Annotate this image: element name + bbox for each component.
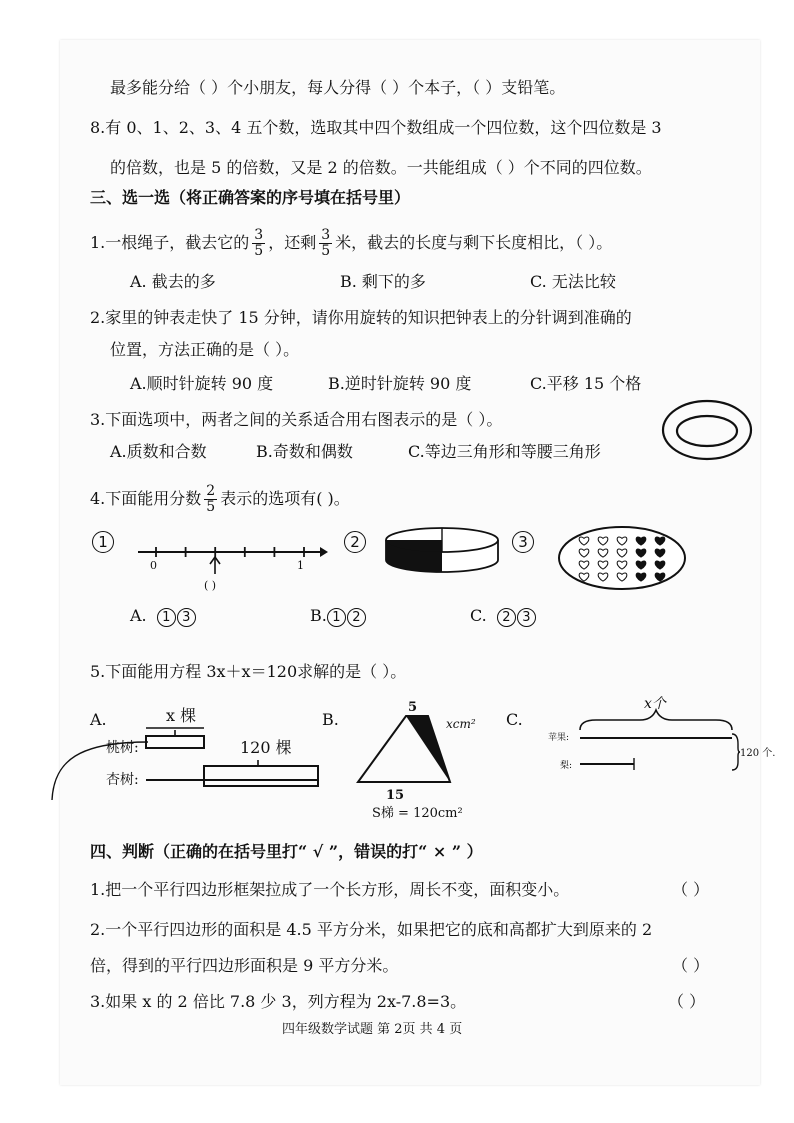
judge-3-paren: （ ） — [668, 992, 706, 1011]
section-4-title: 四、判断（正确的在括号里打“ √ ”，错误的打“ × ” ） — [90, 842, 483, 861]
answer-paren: ( ) — [204, 579, 217, 592]
q5-b-top-length: 5 — [408, 700, 418, 715]
fraction-denominator: 5 — [254, 243, 264, 259]
peach-bar — [146, 736, 204, 748]
q2-option-c: C.平移 15 个格 — [530, 374, 642, 393]
question-3-2-line2: 位置，方法正确的是（ ）。 — [110, 340, 300, 359]
fraction-numerator: 3 — [321, 227, 331, 243]
q2-option-a: A.顺时针旋转 90 度 — [130, 374, 274, 393]
q4-answer-b — [310, 606, 367, 627]
tick-label-0: 0 — [150, 559, 157, 572]
page-footer: 四年级数学试题 第 2页 共 4 页 — [282, 1022, 463, 1037]
circled-number: 1 — [157, 608, 176, 627]
circled-number: 3 — [517, 608, 536, 627]
q5-b-trapezoid — [354, 712, 454, 786]
q5-a-peach-label: 桃树: — [106, 740, 139, 756]
judge-1: 1.把一个平行四边形框架拉成了一个长方形，周长不变，面积变小。 — [90, 880, 570, 899]
q1-option-a: A. 截去的多 — [130, 272, 216, 291]
q5-option-a-label: A. — [90, 710, 107, 729]
q5-b-trapezoid-area: S梯 = 120cm² — [372, 806, 463, 821]
number-line-arrow — [320, 547, 328, 557]
circled-number: 3 — [177, 608, 196, 627]
section-3-title: 三、选一选（将正确答案的序号填在括号里） — [90, 188, 411, 207]
q1-mid: ，还剩 — [268, 233, 317, 252]
circled-number: 1 — [327, 608, 346, 627]
q5-b-shaded-area: xcm² — [446, 717, 476, 731]
q4-figure-2-label — [344, 531, 366, 553]
q4-figure-3-label — [512, 531, 534, 553]
question-7-continued: 最多能分给（ ）个小朋友，每人分得（ ）个本子，（ ）支铅笔。 — [110, 78, 566, 97]
hearts-figure — [556, 524, 688, 592]
option-letter: B. — [310, 606, 327, 625]
judge-2-paren: （ ） — [672, 956, 710, 975]
apple-brace — [580, 710, 732, 730]
q5-a-count-label: 120 棵 — [240, 738, 292, 757]
q3-option-a: A.质数和合数 — [110, 442, 207, 461]
circled-number: 1 — [92, 531, 114, 553]
question-8-line2: 的倍数，也是 5 的倍数，又是 2 的倍数。一共能组成（ ）个不同的四位数。 — [110, 158, 652, 177]
q5-option-c-label: C. — [506, 710, 523, 729]
inner-ellipse — [677, 416, 737, 446]
option-letter: A. — [130, 606, 147, 625]
pencil-curve-mark — [52, 742, 148, 800]
fraction-denominator: 5 — [321, 243, 331, 259]
fraction-numerator: 2 — [206, 483, 216, 499]
shaded-triangle — [406, 716, 450, 782]
circled-number: 2 — [347, 608, 366, 627]
q4-figure-1-label — [92, 531, 114, 553]
judge-3: 3.如果 x 的 2 倍比 7.8 少 3，列方程为 2x-7.8=3。 — [90, 992, 467, 1011]
q2-option-b: B.逆时针旋转 90 度 — [328, 374, 472, 393]
fraction-numerator: 3 — [254, 227, 264, 243]
q4-pre: 4.下面能用分数 — [90, 489, 202, 508]
cylinder-figure — [382, 526, 502, 580]
q1-post: 米，截去的长度与剩下长度相比，（ ）。 — [335, 233, 613, 252]
circled-number: 2 — [497, 608, 516, 627]
fraction-denominator: 5 — [206, 499, 216, 515]
q5-a-apricot-label: 杏树: — [106, 772, 139, 788]
judge-2-line2: 倍，得到的平行四边形面积是 9 平方分米。 — [90, 956, 399, 975]
circled-number: 2 — [344, 531, 366, 553]
apricot-extra-box — [204, 766, 318, 786]
q3-option-b: B.奇数和偶数 — [256, 442, 353, 461]
question-3-5: 5.下面能用方程 3x＋x＝120求解的是（ ）。 — [90, 662, 407, 681]
q5-option-b-label: B. — [322, 710, 339, 729]
option-letter: C. — [470, 606, 487, 625]
q5-b-bottom-length: 15 — [386, 788, 405, 803]
q1-option-b: B. 剩下的多 — [340, 272, 426, 291]
nested-ellipse-diagram — [660, 398, 755, 462]
q5-a-x-label: x 棵 — [166, 706, 197, 725]
question-3-2-line1: 2.家里的钟表走快了 15 分钟，请你用旋转的知识把钟表上的分针调到准确的 — [90, 308, 632, 327]
q5-c-x-label: x个 — [644, 696, 666, 712]
q4-answer-c — [470, 606, 537, 627]
q1-option-c: C. 无法比较 — [530, 272, 616, 291]
total-brace — [732, 734, 740, 770]
q5-c-total-label: 120 个. — [740, 748, 776, 759]
circled-number: 3 — [512, 531, 534, 553]
fraction-three-fifths-2 — [319, 228, 332, 259]
question-3-4 — [90, 484, 350, 515]
q4-answer-a — [130, 606, 197, 627]
q4-post: 表示的选项有( )。 — [220, 489, 350, 508]
question-3-3: 3.下面选项中，两者之间的关系适合用右图表示的是（ ）。 — [90, 410, 503, 429]
tick-label-1: 1 — [297, 559, 304, 572]
q5-c-pear-label: 梨: — [560, 761, 573, 771]
fraction-three-fifths-1 — [252, 228, 265, 259]
q5-c-segment-diagram — [576, 704, 740, 774]
q3-option-c: C.等边三角形和等腰三角形 — [408, 442, 601, 461]
fraction-two-fifths — [204, 484, 217, 515]
q5-c-apple-label: 苹果: — [548, 733, 570, 743]
question-3-1 — [90, 228, 612, 259]
q1-pre: 1.一根绳子，截去它的 — [90, 233, 250, 252]
judge-2-line1: 2.一个平行四边形的面积是 4.5 平方分米，如果把它的底和高都扩大到原来的 2 — [90, 920, 653, 939]
judge-1-paren: （ ） — [672, 880, 710, 899]
q5-a-segment-diagram — [40, 720, 330, 810]
question-8-line1: 8.有 0、1、2、3、4 五个数，选取其中四个数组成一个四位数，这个四位数是 3 — [90, 118, 662, 137]
